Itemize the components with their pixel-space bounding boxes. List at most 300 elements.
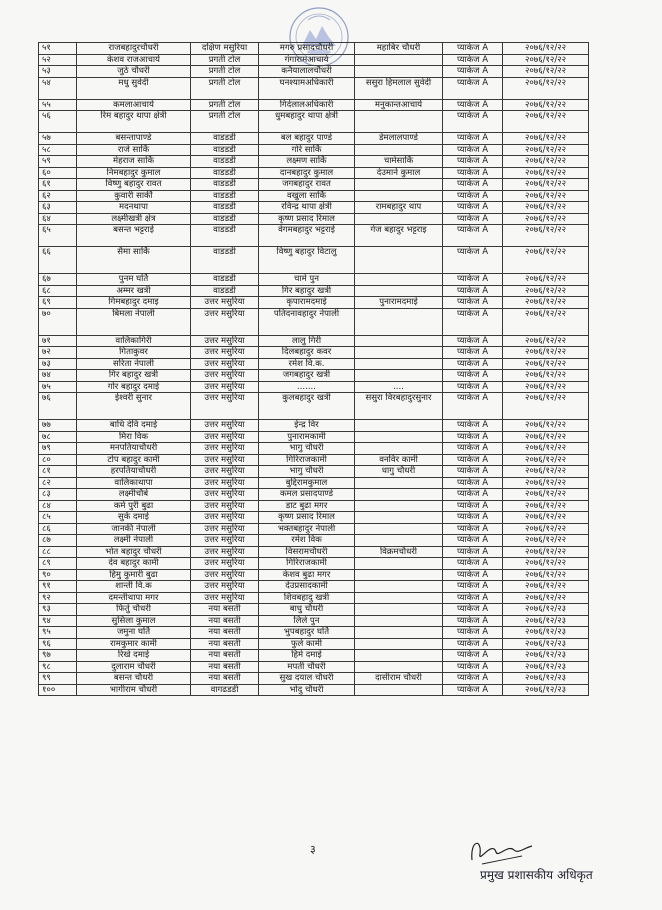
beneficiary-name-cell: निमबहादुर कुमाल — [77, 167, 191, 179]
serial-number-cell: ६४ — [39, 213, 77, 225]
table-row — [39, 512, 589, 524]
grandfather-name-cell — [355, 650, 443, 662]
address-cell: उत्तर मसुरिया — [191, 335, 259, 347]
father-name-cell: दानबहादुर कुमाल — [259, 167, 355, 179]
date-cell: २०७६/१२/२२ — [503, 133, 589, 145]
date-cell: २०७६/१२/२२ — [503, 144, 589, 156]
date-cell: २०७६/१२/२२ — [503, 523, 589, 535]
father-name-cell: गिर्दलालअधिकारी — [259, 99, 355, 111]
date-cell: २०७६/१२/२२ — [503, 420, 589, 432]
grandfather-name-cell — [355, 477, 443, 489]
father-name-cell: जगबहादुर खत्री — [259, 370, 355, 382]
father-name-cell: गोरे सार्कि — [259, 144, 355, 156]
serial-number-cell: ६२ — [39, 190, 77, 202]
date-cell: २०७६/१२/२२ — [503, 66, 589, 78]
grandfather-name-cell — [355, 347, 443, 359]
beneficiary-name-cell: दुलाराम चौधरी — [77, 661, 191, 673]
serial-number-cell: ५७ — [39, 133, 77, 145]
table-row — [39, 54, 589, 66]
date-cell: २०७६/१२/२२ — [503, 489, 589, 501]
grandfather-name-cell — [355, 604, 443, 616]
serial-number-cell: ९२ — [39, 592, 77, 604]
date-cell: २०७६/१२/२३ — [503, 684, 589, 696]
date-cell: २०७६/१२/२२ — [503, 285, 589, 297]
address-cell: वाडडडी — [191, 247, 259, 274]
package-cell: प्याकेज A — [443, 335, 503, 347]
date-cell: २०७६/१२/२२ — [503, 512, 589, 524]
grandfather-name-cell — [355, 581, 443, 593]
father-name-cell: गंगारामआचार्य — [259, 54, 355, 66]
package-cell: प्याकेज A — [443, 604, 503, 616]
date-cell: २०७६/१२/२२ — [503, 308, 589, 335]
package-cell: प्याकेज A — [443, 638, 503, 650]
table-row — [39, 454, 589, 466]
grandfather-name-cell: महाबिर चौधरी — [355, 43, 443, 55]
father-name-cell: फुले कामी — [259, 638, 355, 650]
date-cell: २०७६/१२/२२ — [503, 443, 589, 455]
package-cell: प्याकेज A — [443, 133, 503, 145]
package-cell: प्याकेज A — [443, 213, 503, 225]
address-cell: उत्तर मसुरिया — [191, 347, 259, 359]
package-cell: प्याकेज A — [443, 190, 503, 202]
date-cell: २०७६/१२/२३ — [503, 661, 589, 673]
serial-number-cell: ६३ — [39, 202, 77, 214]
table-row — [39, 604, 589, 616]
serial-number-cell: ७४ — [39, 370, 77, 382]
signatory-title: प्रमुख प्रशासकीय अधिकृत — [480, 868, 593, 882]
package-cell: प्याकेज A — [443, 627, 503, 639]
serial-number-cell: ८७ — [39, 535, 77, 547]
package-cell: प्याकेज A — [443, 684, 503, 696]
address-cell: उत्तर मसुरिया — [191, 393, 259, 420]
beneficiary-name-cell: सैमा सार्कि — [77, 247, 191, 274]
beneficiary-name-cell: कमलाआचार्य — [77, 99, 191, 111]
package-cell: प्याकेज A — [443, 247, 503, 274]
beneficiary-name-cell: केशव राजआचार्य — [77, 54, 191, 66]
serial-number-cell: ६५ — [39, 225, 77, 247]
serial-number-cell: ९८ — [39, 661, 77, 673]
table-row — [39, 247, 589, 274]
table-row — [39, 43, 589, 55]
serial-number-cell: ५९ — [39, 156, 77, 168]
grandfather-name-cell: ससुरा हिमलाल सुवेदी — [355, 77, 443, 99]
father-name-cell: चामे पुन — [259, 274, 355, 286]
date-cell: २०७६/१२/२२ — [503, 274, 589, 286]
father-name-cell: बल बहादुर पाण्डे — [259, 133, 355, 145]
address-cell: उत्तर मसुरिया — [191, 358, 259, 370]
grandfather-name-cell — [355, 179, 443, 191]
beneficiary-name-cell: बिमला नेपाली — [77, 308, 191, 335]
serial-number-cell: ७१ — [39, 335, 77, 347]
beneficiary-name-cell: बसन्त भट्टराई — [77, 225, 191, 247]
grandfather-name-cell: विक्रमचौधरी — [355, 546, 443, 558]
address-cell: वाडडडी — [191, 156, 259, 168]
address-cell: वाडडडी — [191, 167, 259, 179]
package-cell: प्याकेज A — [443, 615, 503, 627]
date-cell: २०७६/१२/२२ — [503, 558, 589, 570]
package-cell: प्याकेज A — [443, 523, 503, 535]
address-cell: वाडडडी — [191, 213, 259, 225]
date-cell: २०७६/१२/२२ — [503, 99, 589, 111]
beneficiary-list-table — [38, 42, 589, 696]
address-cell: उत्तर मसुरिया — [191, 454, 259, 466]
father-name-cell: देउप्रसादकामी — [259, 581, 355, 593]
address-cell: वाडडडी — [191, 285, 259, 297]
father-name-cell: वखुला सार्कि — [259, 190, 355, 202]
package-cell: प्याकेज A — [443, 111, 503, 133]
serial-number-cell: ८० — [39, 454, 77, 466]
father-name-cell: पतिदनावहादुर नेपाली — [259, 308, 355, 335]
beneficiary-name-cell: बसन्तापाण्डे — [77, 133, 191, 145]
table-row — [39, 558, 589, 570]
address-cell: वाडडडी — [191, 190, 259, 202]
package-cell: प्याकेज A — [443, 673, 503, 685]
date-cell: २०७६/१२/२२ — [503, 581, 589, 593]
package-cell: प्याकेज A — [443, 54, 503, 66]
grandfather-name-cell — [355, 523, 443, 535]
beneficiary-name-cell: जमुना घर्ति — [77, 627, 191, 639]
beneficiary-name-cell: बसन्त चौधरी — [77, 673, 191, 685]
beneficiary-name-cell: राजे सार्कि — [77, 144, 191, 156]
date-cell: २०७६/१२/२२ — [503, 111, 589, 133]
address-cell: उत्तर मसुरिया — [191, 489, 259, 501]
package-cell: प्याकेज A — [443, 500, 503, 512]
address-cell: उत्तर मसुरिया — [191, 297, 259, 309]
address-cell: उत्तर मसुरिया — [191, 535, 259, 547]
table-row — [39, 370, 589, 382]
date-cell: २०७६/१२/२२ — [503, 393, 589, 420]
table-row — [39, 431, 589, 443]
address-cell: नया बसती — [191, 638, 259, 650]
beneficiary-name-cell: हिमु कुमारी बुढा — [77, 569, 191, 581]
date-cell: २०७६/१२/२२ — [503, 477, 589, 489]
beneficiary-name-cell: लक्ष्मीखत्री क्षेत्र — [77, 213, 191, 225]
grandfather-name-cell — [355, 370, 443, 382]
date-cell: २०७६/१२/२२ — [503, 466, 589, 478]
date-cell: २०७६/१२/२२ — [503, 179, 589, 191]
beneficiary-name-cell: मनपतियाचौधरी — [77, 443, 191, 455]
grandfather-name-cell — [355, 285, 443, 297]
serial-number-cell: ९९ — [39, 673, 77, 685]
beneficiary-name-cell: दमन्तीथापा मगर — [77, 592, 191, 604]
beneficiary-name-cell: देव बहादुर कामी — [77, 558, 191, 570]
grandfather-name-cell — [355, 443, 443, 455]
grandfather-name-cell — [355, 558, 443, 570]
package-cell: प्याकेज A — [443, 274, 503, 286]
address-cell: उत्तर मसुरिया — [191, 381, 259, 393]
serial-number-cell: ९७ — [39, 650, 77, 662]
table-row — [39, 546, 589, 558]
package-cell: प्याकेज A — [443, 535, 503, 547]
serial-number-cell: ७७ — [39, 420, 77, 432]
beneficiary-name-cell: मिरा विक — [77, 431, 191, 443]
grandfather-name-cell — [355, 638, 443, 650]
package-cell: प्याकेज A — [443, 512, 503, 524]
address-cell: उत्तर मसुरिया — [191, 477, 259, 489]
signature-scribble — [452, 830, 542, 870]
serial-number-cell: ८१ — [39, 466, 77, 478]
beneficiary-name-cell: कर्म पुरी बुढा — [77, 500, 191, 512]
serial-number-cell: ७५ — [39, 381, 77, 393]
date-cell: २०७६/१२/२२ — [503, 535, 589, 547]
serial-number-cell: ७८ — [39, 431, 77, 443]
grandfather-name-cell — [355, 500, 443, 512]
address-cell: प्रगती टोल — [191, 99, 259, 111]
table-row — [39, 673, 589, 685]
serial-number-cell: ५४ — [39, 77, 77, 99]
serial-number-cell: ७६ — [39, 393, 77, 420]
serial-number-cell: ५६ — [39, 111, 77, 133]
date-cell: २०७६/१२/२२ — [503, 381, 589, 393]
grandfather-name-cell: धागु चौधरी — [355, 466, 443, 478]
father-name-cell: वेगमबहादुर भट्टराई — [259, 225, 355, 247]
grandfather-name-cell: मनुकान्तआचार्य — [355, 99, 443, 111]
table-row — [39, 684, 589, 696]
table-row — [39, 285, 589, 297]
grandfather-name-cell — [355, 489, 443, 501]
serial-number-cell: ५८ — [39, 144, 77, 156]
beneficiary-name-cell: गिताकुवर — [77, 347, 191, 359]
date-cell: २०७६/१२/२२ — [503, 454, 589, 466]
address-cell: उत्तर मसुरिया — [191, 581, 259, 593]
table-row — [39, 477, 589, 489]
package-cell: प्याकेज A — [443, 358, 503, 370]
address-cell: वाडडडी — [191, 133, 259, 145]
grandfather-name-cell — [355, 308, 443, 335]
beneficiary-name-cell: बाधि देवि दमाई — [77, 420, 191, 432]
grandfather-name-cell — [355, 213, 443, 225]
address-cell: प्रगती टोल — [191, 66, 259, 78]
address-cell: नया बसती — [191, 615, 259, 627]
date-cell: २०७६/१२/२२ — [503, 358, 589, 370]
package-cell: प्याकेज A — [443, 381, 503, 393]
beneficiary-name-cell: पुनम घर्ति — [77, 274, 191, 286]
table-row — [39, 661, 589, 673]
serial-number-cell: ८२ — [39, 477, 77, 489]
serial-number-cell: ९३ — [39, 604, 77, 616]
father-name-cell: भक्तबहादुर नेपाली — [259, 523, 355, 535]
serial-number-cell: ५३ — [39, 66, 77, 78]
father-name-cell: डाट बुढा मगर — [259, 500, 355, 512]
date-cell: २०७६/१२/२३ — [503, 650, 589, 662]
serial-number-cell: ७९ — [39, 443, 77, 455]
table-row — [39, 335, 589, 347]
table-row — [39, 393, 589, 420]
serial-number-cell: १०० — [39, 684, 77, 696]
father-name-cell: दिलबहादुर कवर — [259, 347, 355, 359]
father-name-cell: कृष्ण प्रसाद रिमाल — [259, 512, 355, 524]
package-cell: प्याकेज A — [443, 581, 503, 593]
beneficiary-name-cell: सुर्के दमाई — [77, 512, 191, 524]
address-cell: उत्तर मसुरिया — [191, 466, 259, 478]
address-cell: वाडडडी — [191, 179, 259, 191]
table-row — [39, 156, 589, 168]
table-row — [39, 615, 589, 627]
grandfather-name-cell — [355, 592, 443, 604]
father-name-cell: कृपारामदमाई — [259, 297, 355, 309]
father-name-cell: घनश्यामअधिकारी — [259, 77, 355, 99]
father-name-cell: लक्ष्मण सार्कि — [259, 156, 355, 168]
beneficiary-name-cell: वालिकागिरी — [77, 335, 191, 347]
date-cell: २०७६/१२/२२ — [503, 202, 589, 214]
father-name-cell: गिरिराजकामी — [259, 454, 355, 466]
grandfather-name-cell: चामेसार्कि — [355, 156, 443, 168]
address-cell: नया बसती — [191, 604, 259, 616]
beneficiary-name-cell: कुवारी सार्की — [77, 190, 191, 202]
beneficiary-name-cell: मेहराज सार्कि — [77, 156, 191, 168]
table-row — [39, 443, 589, 455]
beneficiary-name-cell: विष्णु बहादुर रावत — [77, 179, 191, 191]
address-cell: वाडडडी — [191, 225, 259, 247]
father-name-cell: जगबहादुर रावत — [259, 179, 355, 191]
father-name-cell: केशव बुढा मगर — [259, 569, 355, 581]
grandfather-name-cell: डेमलालपाण्डे — [355, 133, 443, 145]
father-name-cell: गिर बहादुर खत्री — [259, 285, 355, 297]
address-cell: उत्तर मसुरिया — [191, 523, 259, 535]
serial-number-cell: ६९ — [39, 297, 77, 309]
date-cell: २०७६/१२/२३ — [503, 604, 589, 616]
grandfather-name-cell — [355, 54, 443, 66]
package-cell: प्याकेज A — [443, 285, 503, 297]
beneficiary-name-cell: लक्ष्मीचौबे — [77, 489, 191, 501]
father-name-cell: सुख दयाल चौधरी — [259, 673, 355, 685]
serial-number-cell: ६८ — [39, 285, 77, 297]
date-cell: २०७६/१२/२२ — [503, 431, 589, 443]
beneficiary-name-cell: हरपतियाचौधरी — [77, 466, 191, 478]
grandfather-name-cell — [355, 661, 443, 673]
father-name-cell: शिवबहादु खत्री — [259, 592, 355, 604]
address-cell: प्रगती टोल — [191, 111, 259, 133]
date-cell: २०७६/१२/२२ — [503, 347, 589, 359]
date-cell: २०७६/१२/२२ — [503, 190, 589, 202]
table-row — [39, 535, 589, 547]
package-cell: प्याकेज A — [443, 569, 503, 581]
grandfather-name-cell — [355, 358, 443, 370]
date-cell: २०७६/१२/२२ — [503, 213, 589, 225]
address-cell: उत्तर मसुरिया — [191, 308, 259, 335]
serial-number-cell: ६६ — [39, 247, 77, 274]
serial-number-cell: ८६ — [39, 523, 77, 535]
serial-number-cell: ५२ — [39, 54, 77, 66]
beneficiary-name-cell: भागीराम चौधरी — [77, 684, 191, 696]
serial-number-cell: ६७ — [39, 274, 77, 286]
beneficiary-name-cell: वालिकाथापा — [77, 477, 191, 489]
beneficiary-name-cell: टोप बहादुर कामी — [77, 454, 191, 466]
father-name-cell: मपती चौधरी — [259, 661, 355, 673]
serial-number-cell: ७२ — [39, 347, 77, 359]
serial-number-cell: ७० — [39, 308, 77, 335]
beneficiary-name-cell: गिमबहादुर दमाइ — [77, 297, 191, 309]
serial-number-cell: ६० — [39, 167, 77, 179]
date-cell: २०७६/१२/२२ — [503, 77, 589, 99]
grandfather-name-cell: ससुरा विरबहादुरसुनार — [355, 393, 443, 420]
beneficiary-name-cell: अम्मर खत्री — [77, 285, 191, 297]
father-name-cell: कमल प्रसादपाण्डे — [259, 489, 355, 501]
date-cell: २०७६/१२/२२ — [503, 370, 589, 382]
father-name-cell: रमेश वि.क. — [259, 358, 355, 370]
grandfather-name-cell — [355, 535, 443, 547]
father-name-cell: विसरामचौधरी — [259, 546, 355, 558]
address-cell: वाडडडी — [191, 144, 259, 156]
date-cell: २०७६/१२/२२ — [503, 335, 589, 347]
serial-number-cell: ९० — [39, 569, 77, 581]
grandfather-name-cell — [355, 274, 443, 286]
package-cell: प्याकेज A — [443, 443, 503, 455]
address-cell: उत्तर मसुरिया — [191, 443, 259, 455]
address-cell: उत्तर मसुरिया — [191, 592, 259, 604]
table-row — [39, 347, 589, 359]
serial-number-cell: ८९ — [39, 558, 77, 570]
table-row — [39, 111, 589, 133]
table-row — [39, 179, 589, 191]
table-row — [39, 638, 589, 650]
table-row — [39, 627, 589, 639]
package-cell: प्याकेज A — [443, 144, 503, 156]
grandfather-name-cell: वनविर कामी — [355, 454, 443, 466]
table-row — [39, 381, 589, 393]
package-cell: प्याकेज A — [443, 650, 503, 662]
address-cell: वाडडडी — [191, 202, 259, 214]
date-cell: २०७६/१२/२३ — [503, 615, 589, 627]
package-cell: प्याकेज A — [443, 347, 503, 359]
beneficiary-name-cell: भोत बहादुर चौधरी — [77, 546, 191, 558]
beneficiary-name-cell: शान्ती वि.क — [77, 581, 191, 593]
grandfather-name-cell — [355, 190, 443, 202]
table-row — [39, 144, 589, 156]
grandfather-name-cell — [355, 615, 443, 627]
father-name-cell: रमेश विक — [259, 535, 355, 547]
address-cell: उत्तर मसुरिया — [191, 558, 259, 570]
grandfather-name-cell — [355, 247, 443, 274]
grandfather-name-cell — [355, 66, 443, 78]
package-cell: प्याकेज A — [443, 66, 503, 78]
grandfather-name-cell — [355, 684, 443, 696]
grandfather-name-cell: दासीराम चौधरी — [355, 673, 443, 685]
package-cell: प्याकेज A — [443, 546, 503, 558]
table-row — [39, 133, 589, 145]
serial-number-cell: ७३ — [39, 358, 77, 370]
table-row — [39, 592, 589, 604]
beneficiary-name-cell: लक्ष्मी नेपाली — [77, 535, 191, 547]
father-name-cell: लालु गिरी — [259, 335, 355, 347]
grandfather-name-cell — [355, 144, 443, 156]
page-number: ३ — [310, 843, 316, 856]
beneficiary-name-cell: राजबहादुरचौधरी — [77, 43, 191, 55]
address-cell: उत्तर मसुरिया — [191, 500, 259, 512]
grandfather-name-cell: .... — [355, 381, 443, 393]
father-name-cell: ....... — [259, 381, 355, 393]
father-name-cell: भागु चौधरी — [259, 466, 355, 478]
date-cell: २०७६/१२/२२ — [503, 500, 589, 512]
address-cell: नया बसती — [191, 673, 259, 685]
address-cell: उत्तर मसुरिया — [191, 512, 259, 524]
table-row — [39, 167, 589, 179]
date-cell: २०७६/१२/२२ — [503, 569, 589, 581]
grandfather-name-cell: पुनारामदमाई — [355, 297, 443, 309]
father-name-cell: विष्णु बहादुर विटालु — [259, 247, 355, 274]
table-row — [39, 190, 589, 202]
father-name-cell: कुलबहादुर खत्री — [259, 393, 355, 420]
father-name-cell: रविन्द्र थापा क्षेत्री — [259, 202, 355, 214]
father-name-cell: हिमे दमाई — [259, 650, 355, 662]
package-cell: प्याकेज A — [443, 477, 503, 489]
table-row — [39, 466, 589, 478]
table-row — [39, 581, 589, 593]
serial-number-cell: ८४ — [39, 500, 77, 512]
father-name-cell: भोदु चौधरी — [259, 684, 355, 696]
father-name-cell: भागु चौधरी — [259, 443, 355, 455]
table-row — [39, 99, 589, 111]
